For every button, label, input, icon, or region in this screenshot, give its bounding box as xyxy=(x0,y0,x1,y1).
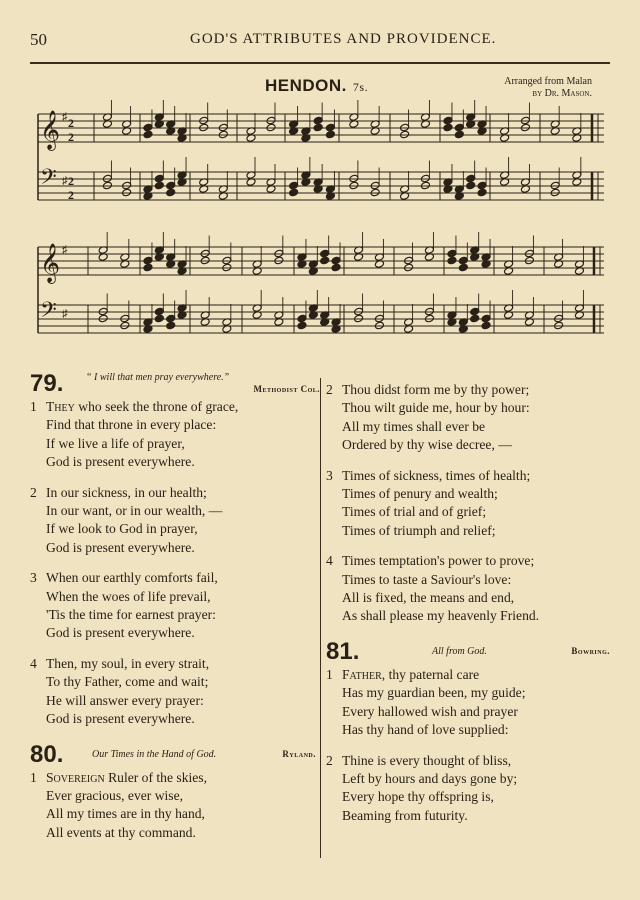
verse-line xyxy=(30,624,320,642)
note-head xyxy=(520,116,530,125)
tune-title xyxy=(265,76,368,96)
sharp-icon: ♯ xyxy=(62,175,68,187)
stanza-number: 4 xyxy=(326,553,333,569)
note-head xyxy=(420,174,430,183)
music-score xyxy=(32,100,610,352)
stanza xyxy=(326,666,616,740)
note-head xyxy=(166,321,176,330)
right-column xyxy=(326,381,616,837)
note-head xyxy=(218,123,228,132)
verse-line xyxy=(326,684,616,702)
note-head xyxy=(443,116,453,125)
verse-text: When our earthly comforts fail, xyxy=(46,570,218,586)
arranger-line-2: by Dr. Mason. xyxy=(532,88,592,99)
note-head xyxy=(354,314,364,323)
verse-line xyxy=(326,770,616,788)
note-head xyxy=(289,181,299,190)
note-head xyxy=(154,174,164,183)
stanza-number: 2 xyxy=(30,484,37,500)
verse-text: All events at thy command. xyxy=(46,824,196,840)
verse-line xyxy=(326,752,616,770)
note-head xyxy=(420,181,430,190)
time-signature: 2 xyxy=(68,188,74,202)
note-head xyxy=(297,321,307,330)
bass-clef-icon: 𝄢 xyxy=(40,165,57,195)
verse-text: 'Tis the time for earnest prayer: xyxy=(46,607,216,623)
note-head xyxy=(102,174,112,183)
note-head xyxy=(289,188,299,197)
note-head xyxy=(222,256,232,265)
note-head xyxy=(98,307,108,316)
note-head xyxy=(374,321,384,330)
note-head xyxy=(154,181,164,190)
verse-text: Times of trial and of grief; xyxy=(342,504,487,520)
note-head xyxy=(143,123,153,132)
note-head xyxy=(325,130,335,139)
verse-text: He will answer every prayer: xyxy=(46,692,204,708)
verse-line xyxy=(326,418,616,436)
stanza-number: 3 xyxy=(326,467,333,483)
verse-line xyxy=(326,807,616,825)
verse-text: Find that throne in every place: xyxy=(46,417,217,433)
stanza xyxy=(326,552,616,626)
verse-line xyxy=(326,571,616,589)
note-head xyxy=(447,256,457,265)
hymn-81-stanzas xyxy=(326,666,616,825)
verse-text: Times to taste a Saviour's love: xyxy=(342,571,512,587)
stanza-lead-word: Sovereign xyxy=(46,769,105,785)
note-head xyxy=(458,263,468,272)
verse-line xyxy=(30,416,320,434)
verse-line xyxy=(30,588,320,606)
verse-line xyxy=(326,552,616,570)
verse-line xyxy=(30,520,320,538)
note-head xyxy=(554,321,564,330)
header-rule xyxy=(30,62,610,64)
note-head xyxy=(200,249,210,258)
note-head xyxy=(199,116,209,125)
hymn-79-epigraph: “ I will that men pray everywhere.” xyxy=(86,372,230,383)
verse-line xyxy=(326,503,616,521)
stanza xyxy=(30,484,320,558)
verse-line xyxy=(30,539,320,557)
stanza xyxy=(326,467,616,541)
verse-line xyxy=(326,607,616,625)
note-head xyxy=(98,314,108,323)
verse-text: Ruler of the skies, xyxy=(108,769,207,785)
note-head xyxy=(320,256,330,265)
note-head xyxy=(470,307,480,316)
verse-line xyxy=(30,453,320,471)
verse-line xyxy=(30,655,320,673)
note-head xyxy=(524,249,534,258)
verse-text: God is present everywhere. xyxy=(46,454,195,470)
verse-line xyxy=(326,666,616,684)
verse-line xyxy=(326,522,616,540)
verse-text: Thou didst form me by thy power; xyxy=(342,382,530,397)
note-head xyxy=(331,256,341,265)
note-head xyxy=(466,174,476,183)
note-head xyxy=(274,256,284,265)
verse-line xyxy=(326,381,616,399)
stanza xyxy=(326,752,616,826)
verse-text: Then, my soul, in every strait, xyxy=(46,655,210,671)
hymn-80-author: Ryland. xyxy=(282,748,316,759)
stanza-number: 1 xyxy=(30,769,37,785)
note-head xyxy=(200,256,210,265)
note-head xyxy=(554,314,564,323)
verse-text: Thine is every thought of bliss, xyxy=(342,752,512,768)
running-title: GOD'S ATTRIBUTES AND PROVIDENCE. xyxy=(190,31,497,47)
verse-line xyxy=(30,805,320,823)
hymn-80-number: 80. xyxy=(30,740,64,768)
stanza xyxy=(30,655,320,729)
verse-text: Has my guardian been, my guide; xyxy=(342,685,526,701)
stanza-number: 2 xyxy=(326,382,333,397)
hymn-79-stanzas-left xyxy=(30,398,320,729)
note-head xyxy=(477,188,487,197)
note-head xyxy=(481,314,491,323)
note-head xyxy=(424,314,434,323)
verse-line xyxy=(30,606,320,624)
verse-text: All my times shall ever be xyxy=(342,418,486,434)
verse-text: Ever gracious, ever wise, xyxy=(46,787,184,803)
verse-text: Ordered by thy wise decree, — xyxy=(342,437,512,453)
verse-line xyxy=(30,435,320,453)
note-head xyxy=(374,314,384,323)
verse-text: To thy Father, come and wait; xyxy=(46,674,209,690)
verse-line xyxy=(326,788,616,806)
stanza xyxy=(30,569,320,643)
verse-text: Every hallowed wish and prayer xyxy=(342,703,518,719)
arranger-credit xyxy=(504,76,592,100)
hymn-80-title: Our Times in the Hand of God. xyxy=(92,748,217,760)
note-head xyxy=(218,130,228,139)
verse-text: If we live a life of prayer, xyxy=(46,435,185,451)
verse-line xyxy=(30,673,320,691)
note-head xyxy=(424,307,434,316)
column-divider xyxy=(320,378,321,858)
note-head xyxy=(370,181,380,190)
note-head xyxy=(454,130,464,139)
note-head xyxy=(458,256,468,265)
stanza-number: 1 xyxy=(30,399,37,414)
verse-text: If we look to God in prayer, xyxy=(46,521,198,537)
note-head xyxy=(143,130,153,139)
note-head xyxy=(313,116,323,125)
verse-text: All my times are in thy hand, xyxy=(46,806,205,822)
stanza-lead-word: They xyxy=(46,399,75,414)
note-head xyxy=(222,263,232,272)
time-signature: 2 xyxy=(68,130,74,144)
note-head xyxy=(325,123,335,132)
note-head xyxy=(166,314,176,323)
note-head xyxy=(400,123,410,132)
note-head xyxy=(320,249,330,258)
note-head xyxy=(122,181,132,190)
note-head xyxy=(354,307,364,316)
page-header xyxy=(30,30,610,54)
verse-text: In our sickness, in our health; xyxy=(46,484,207,500)
note-head xyxy=(120,314,130,323)
verse-line xyxy=(30,502,320,520)
tune-name: HENDON. xyxy=(265,76,347,95)
note-head xyxy=(481,321,491,330)
stanza xyxy=(30,398,320,472)
hymn-79-source: Methodist Col. xyxy=(253,384,320,394)
verse-line xyxy=(30,787,320,805)
verse-line xyxy=(326,721,616,739)
hymn-79-header xyxy=(30,370,320,398)
note-head xyxy=(524,256,534,265)
note-head xyxy=(443,123,453,132)
verse-text: God is present everywhere. xyxy=(46,625,195,641)
note-head xyxy=(400,130,410,139)
verse-text: When the woes of life prevail, xyxy=(46,588,211,604)
verse-line xyxy=(326,436,616,454)
arranger-line-1: Arranged from Malan xyxy=(504,76,592,87)
note-head xyxy=(143,256,153,265)
note-head xyxy=(404,263,414,272)
verse-line xyxy=(30,769,320,787)
stanza-number: 3 xyxy=(30,570,37,586)
time-signature: 2 xyxy=(68,116,74,130)
note-head xyxy=(297,314,307,323)
verse-line xyxy=(30,710,320,728)
verse-line xyxy=(30,484,320,502)
note-head xyxy=(447,249,457,258)
hymn-80-stanzas xyxy=(30,769,320,843)
stanza-number: 2 xyxy=(326,752,333,768)
note-head xyxy=(143,263,153,272)
verse-text: Left by hours and days gone by; xyxy=(342,770,518,786)
treble-clef-icon: 𝄞 xyxy=(40,110,61,150)
note-head xyxy=(166,181,176,190)
note-head xyxy=(120,321,130,330)
note-head xyxy=(313,123,323,132)
verse-text: Times of penury and wealth; xyxy=(342,486,498,502)
note-head xyxy=(370,188,380,197)
note-head xyxy=(199,123,209,132)
hymn-81-author: Bowring. xyxy=(571,645,610,656)
note-head xyxy=(266,116,276,125)
note-head xyxy=(154,314,164,323)
verse-line xyxy=(326,703,616,721)
hymn-79-stanzas-right xyxy=(326,381,616,626)
sharp-icon: ♯ xyxy=(62,111,68,123)
verse-line xyxy=(326,399,616,417)
verse-text: Has thy hand of love supplied: xyxy=(342,722,509,738)
verse-line xyxy=(326,467,616,485)
treble-clef-icon: 𝄞 xyxy=(40,243,61,283)
verse-line xyxy=(30,824,320,842)
hymn-79-number: 79. xyxy=(30,370,64,397)
verse-line xyxy=(30,398,320,416)
verse-line xyxy=(30,692,320,710)
verse-line xyxy=(326,589,616,607)
verse-text: Times of sickness, times of health; xyxy=(342,467,531,483)
hymn-80-header xyxy=(30,741,320,769)
stanza-number: 1 xyxy=(326,666,333,682)
verse-text: Times temptation's power to prove; xyxy=(342,553,535,569)
verse-line xyxy=(326,485,616,503)
note-head xyxy=(550,181,560,190)
note-head xyxy=(122,188,132,197)
verse-text: God is present everywhere. xyxy=(46,539,195,555)
stanza-lead-word: Father, xyxy=(342,666,386,682)
verse-text: who seek the throne of grace, xyxy=(78,399,239,414)
stanza-number: 4 xyxy=(30,655,37,671)
note-head xyxy=(349,174,359,183)
sharp-icon: ♯ xyxy=(62,244,68,256)
note-head xyxy=(477,181,487,190)
tune-meter: 7s. xyxy=(352,80,369,94)
verse-text: Thou wilt guide me, hour by hour: xyxy=(342,400,530,416)
page-number: 50 xyxy=(30,30,47,49)
bass-clef-icon: 𝄢 xyxy=(40,298,57,328)
note-head xyxy=(102,181,112,190)
note-head xyxy=(404,256,414,265)
verse-text: Times of triumph and relief; xyxy=(342,522,496,538)
note-head xyxy=(470,314,480,323)
stanza xyxy=(30,769,320,843)
note-head xyxy=(349,181,359,190)
verse-line xyxy=(30,569,320,587)
note-head xyxy=(454,123,464,132)
verse-text: In our want, or in our wealth, — xyxy=(46,503,223,519)
verse-text: Beaming from futurity. xyxy=(342,807,468,823)
note-head xyxy=(166,188,176,197)
note-head xyxy=(266,123,276,132)
note-head xyxy=(154,307,164,316)
hymn-81-title: All from God. xyxy=(432,645,487,657)
hymn-81-number: 81. xyxy=(326,637,360,665)
time-signature: 2 xyxy=(68,174,74,188)
verse-text: All is fixed, the means and end, xyxy=(342,590,515,606)
verse-text: Every hope thy offspring is, xyxy=(342,789,494,805)
sharp-icon: ♯ xyxy=(62,308,68,320)
verse-text: thy paternal care xyxy=(388,666,480,682)
note-head xyxy=(550,188,560,197)
note-head xyxy=(331,263,341,272)
left-column xyxy=(30,370,320,854)
note-head xyxy=(274,249,284,258)
note-head xyxy=(466,181,476,190)
note-head xyxy=(520,123,530,132)
verse-text: God is present everywhere. xyxy=(46,711,195,727)
hymn-81-header xyxy=(326,638,616,666)
stanza xyxy=(326,381,616,455)
verse-text: As shall please my heavenly Friend. xyxy=(342,608,540,624)
